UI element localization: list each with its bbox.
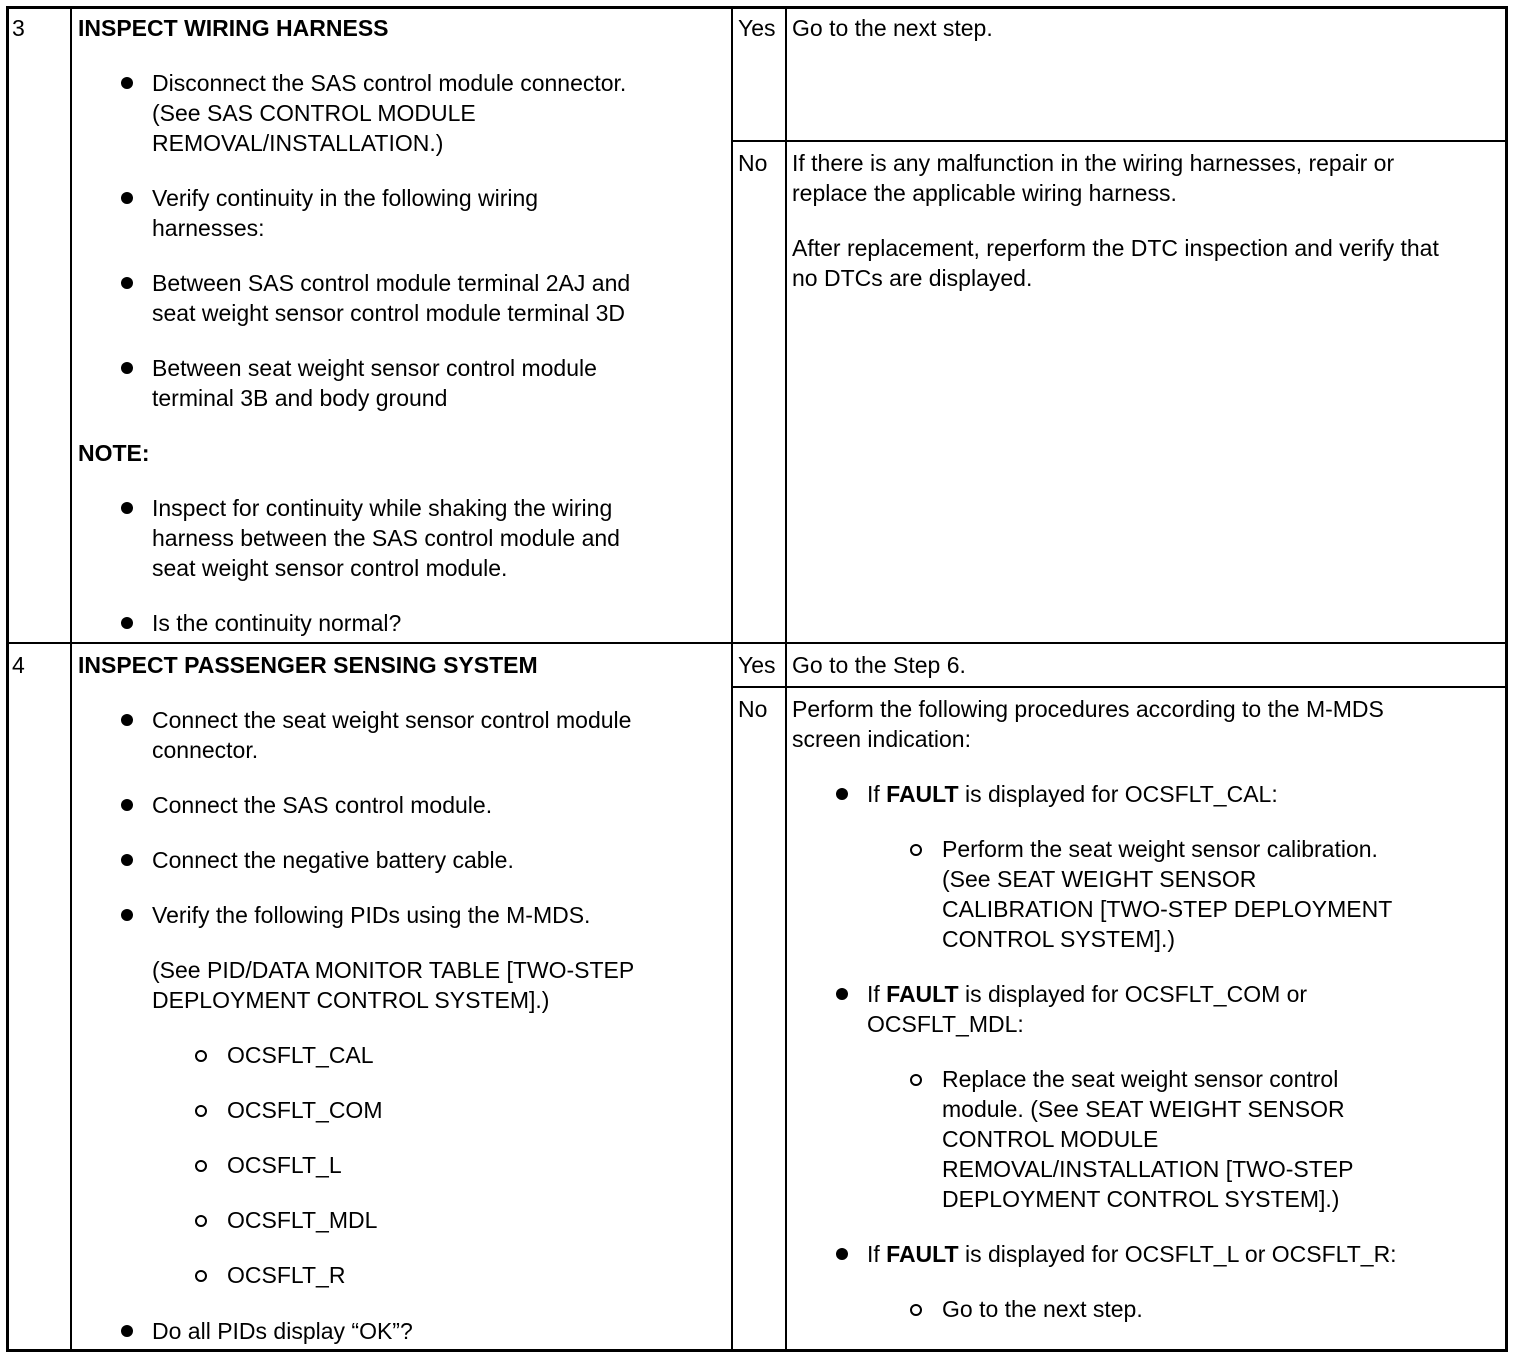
- note-label: NOTE:: [78, 440, 150, 466]
- step3-note-bullet: Inspect for continuity while shaking the wiring harness between the SAS control module and seat weight sensor control module.: [152, 495, 620, 581]
- step3-bullet-disconnect: Disconnect the SAS control module connector. (See SAS CONTROL MODULE REMOVAL/INSTALLATION.): [152, 70, 627, 156]
- step-number: 4: [12, 652, 25, 678]
- column-divider-inspection: [731, 6, 733, 1352]
- result-yes-action: Go to the next step.: [792, 15, 993, 41]
- sub-bullet-icon: [195, 1270, 207, 1282]
- sub-bullet-icon: [910, 844, 922, 856]
- bullet-icon: [121, 1325, 133, 1337]
- fault-case-cal-action: Perform the seat weight sensor calibration. (See SEAT WEIGHT SENSOR CALIBRATION [TWO-STEP DEPLOYMENT CONTROL SYSTEM].): [942, 836, 1393, 952]
- step3-bullet-harness-1: Between SAS control module terminal 2AJ and seat weight sensor control module terminal 3D: [152, 270, 631, 326]
- step-number: 3: [12, 15, 25, 41]
- fault-case-com-mdl-action: Replace the seat weight sensor control module. (See SEAT WEIGHT SENSOR CONTROL MODULE REMOVAL/INSTALLATION [TWO-STEP DEPLOYMENT CONTROL SYSTEM].): [942, 1066, 1354, 1212]
- step4-question: Do all PIDs display “OK”?: [152, 1318, 413, 1344]
- row-divider-step3-yes-no: [731, 140, 1508, 142]
- sub-bullet-icon: [195, 1215, 207, 1227]
- step3-bullet-verify: Verify continuity in the following wiring harnesses:: [152, 185, 539, 241]
- bullet-icon: [121, 277, 133, 289]
- fault-case-cal: If FAULT is displayed for OCSFLT_CAL:: [867, 781, 1278, 807]
- step4-bullet-connect-battery: Connect the negative battery cable.: [152, 847, 514, 873]
- sub-bullet-icon: [910, 1304, 922, 1316]
- result-yes-label: Yes: [738, 15, 776, 41]
- sub-bullet-icon: [195, 1050, 207, 1062]
- result-no-intro: Perform the following procedures according to the M-MDS screen indication:: [792, 696, 1384, 752]
- bullet-icon: [121, 617, 133, 629]
- pid-item: OCSFLT_CAL: [227, 1042, 374, 1068]
- pid-item: OCSFLT_R: [227, 1262, 346, 1288]
- bullet-icon: [121, 362, 133, 374]
- step4-bullet-connect-sas: Connect the SAS control module.: [152, 792, 493, 818]
- sub-bullet-icon: [195, 1160, 207, 1172]
- step4-see-reference: (See PID/DATA MONITOR TABLE [TWO-STEP DEPLOYMENT CONTROL SYSTEM].): [152, 957, 635, 1013]
- bullet-icon: [121, 77, 133, 89]
- result-no-action: If there is any malfunction in the wiring harnesses, repair or replace the applicable wiring harness.: [792, 150, 1395, 206]
- result-yes-label: Yes: [738, 652, 776, 678]
- bullet-icon: [836, 988, 848, 1000]
- bullet-icon: [836, 1248, 848, 1260]
- step-title: INSPECT PASSENGER SENSING SYSTEM: [78, 652, 538, 678]
- bullet-icon: [121, 192, 133, 204]
- result-no-label: No: [738, 696, 768, 722]
- step4-bullet-connect-module: Connect the seat weight sensor control module connector.: [152, 707, 632, 763]
- result-no-label: No: [738, 150, 768, 176]
- bullet-icon: [121, 502, 133, 514]
- column-divider-step: [70, 6, 72, 1352]
- pid-item: OCSFLT_MDL: [227, 1207, 378, 1233]
- pid-item: OCSFLT_L: [227, 1152, 342, 1178]
- bullet-icon: [121, 909, 133, 921]
- row-divider-step3-4: [6, 642, 1508, 644]
- step4-bullet-verify-pids: Verify the following PIDs using the M-MDS.: [152, 902, 591, 928]
- bullet-icon: [121, 799, 133, 811]
- bullet-icon: [121, 854, 133, 866]
- result-yes-action: Go to the Step 6.: [792, 652, 966, 678]
- column-divider-result: [785, 6, 787, 1352]
- sub-bullet-icon: [195, 1105, 207, 1117]
- sub-bullet-icon: [910, 1074, 922, 1086]
- row-divider-step4-yes-no: [731, 686, 1508, 688]
- step3-bullet-harness-2: Between seat weight sensor control module terminal 3B and body ground: [152, 355, 597, 411]
- bullet-icon: [836, 788, 848, 800]
- bullet-icon: [121, 714, 133, 726]
- result-no-action-followup: After replacement, reperform the DTC inspection and verify that no DTCs are displayed.: [792, 235, 1439, 291]
- fault-case-l-r-action: Go to the next step.: [942, 1296, 1143, 1322]
- fault-case-l-r: If FAULT is displayed for OCSFLT_L or OCSFLT_R:: [867, 1241, 1397, 1267]
- pid-item: OCSFLT_COM: [227, 1097, 383, 1123]
- fault-case-com-mdl: If FAULT is displayed for OCSFLT_COM or OCSFLT_MDL:: [867, 981, 1308, 1037]
- step-title: INSPECT WIRING HARNESS: [78, 15, 389, 41]
- step3-question: Is the continuity normal?: [152, 610, 402, 636]
